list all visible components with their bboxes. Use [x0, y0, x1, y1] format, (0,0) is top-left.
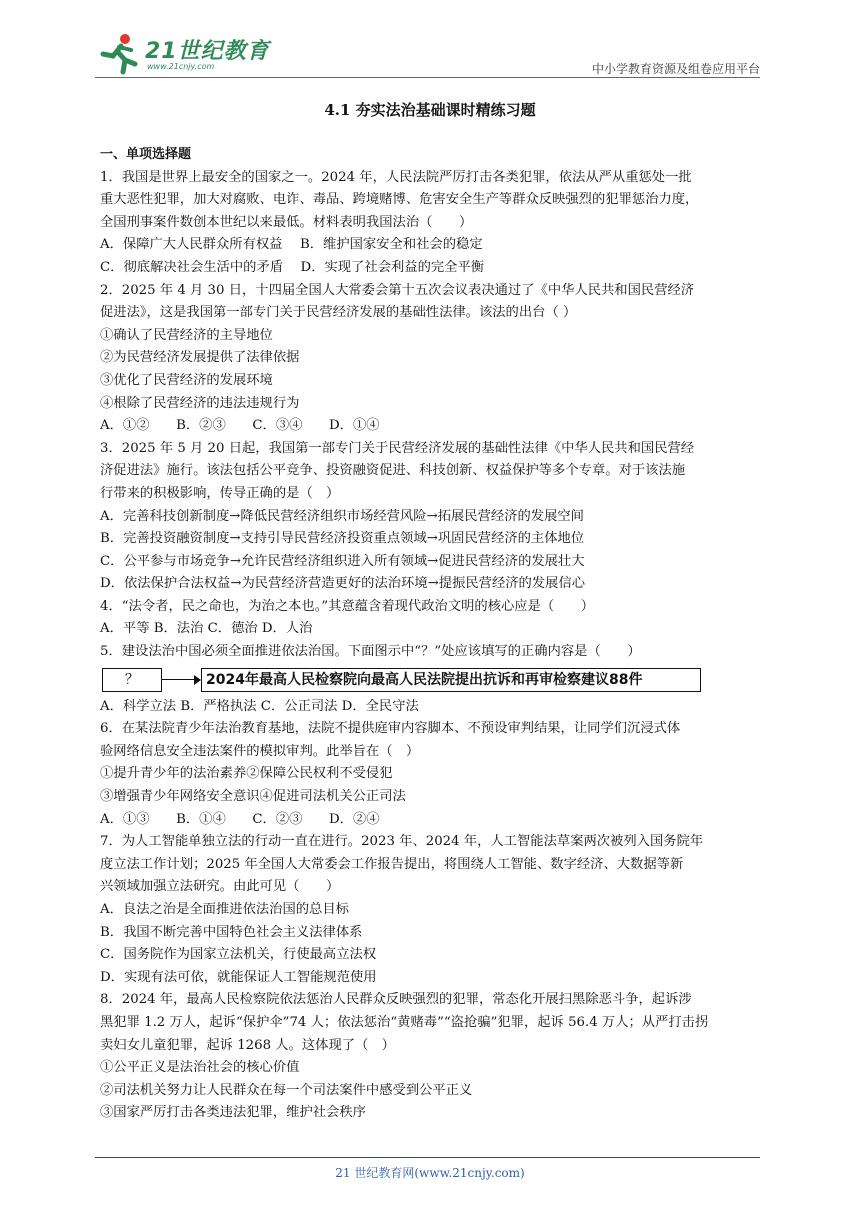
question-2-statement: ①确认了民营经济的主导地位: [100, 327, 273, 343]
question-7-option: C．国务院作为国家立法机关，行使最高立法权: [100, 947, 377, 963]
platform-name: 中小学教育资源及组卷应用平台: [591, 62, 760, 76]
question-6-options: A．①③ B．①④ C．②③ D．②④: [100, 811, 380, 827]
header-divider: [95, 77, 760, 78]
question-8-text: 卖妇女儿童犯罪，起诉 1268 人。这体现了（ ）: [100, 1037, 395, 1053]
question-2-text: 2．2025 年 4 月 30 日，十四届全国人大常委会第十五次会议表决通过了《中华人民共和国民营经济: [100, 282, 695, 298]
footer-divider: [95, 1157, 760, 1158]
question-2-options: A．①② B．②③ C．③④ D．①④: [100, 418, 380, 434]
question-1-text: 重大恶性犯罪，加大对腐败、电诈、毒品、跨境赌博、危害安全生产等群众反映强烈的犯罪惩治力度，: [100, 192, 699, 208]
question-1-text: 全国刑事案件数创本世纪以来最低。材料表明我国法治（ ）: [100, 214, 473, 230]
diagram-fact-box: 2024年最高人民检察院向最高人民法院提出抗诉和再审检察建议88件: [201, 668, 701, 692]
question-8-statement: ②司法机关努力让人民群众在每一个司法案件中感受到公平正义: [100, 1082, 473, 1098]
question-4-text: 4．“法令者，民之命也，为治之本也。”其意蕴含着现代政治文明的核心应是（ ）: [100, 598, 595, 614]
question-7-text: 兴领域加强立法研究。由此可见（ ）: [100, 879, 340, 895]
section-heading: 一、单项选择题: [100, 147, 192, 162]
question-3-text: 3．2025 年 5 月 20 日起，我国第一部专门关于民营经济发展的基础性法律《中华人民共和国民营经: [100, 440, 695, 456]
question-7-option: D．实现有法可依，就能保证人工智能规范使用: [100, 969, 377, 985]
question-5-text: 5．建设法治中国必须全面推进依法治国。下面图示中“？”处应该填写的正确内容是（ ）: [100, 644, 641, 660]
question-2-statement: ②为民营经济发展提供了法律依据: [100, 350, 300, 366]
question-3-option: A．完善科技创新制度→降低民营经济组织市场经营风险→拓展民营经济的发展空间: [100, 508, 584, 524]
arrow-right-icon: [194, 675, 201, 685]
question-3-text: 行带来的积极影响，传导正确的是（ ）: [100, 485, 340, 501]
page-title: 4.1 夯实法治基础课时精练习题: [324, 101, 536, 119]
footer-link[interactable]: 21 世纪教育网(www.21cnjy.com): [335, 1166, 525, 1180]
question-1-text: 1．我国是世界上最安全的国家之一。2024 年，人民法院严厉打击各类犯罪，依法从严从重惩处一批: [100, 169, 692, 185]
diagram-arrow-line: [162, 679, 196, 680]
question-3-text: 济促进法》施行。该法包括公平竞争、投资融资促进、科技创新、权益保护等多个专章。对于该法施: [100, 463, 686, 479]
question-8-text: 黑犯罪 1.2 万人，起诉“保护伞”74 人；依法惩治“黄赌毒”“盗抢骗”犯罪，起诉 56.4 万人；从严打击拐: [100, 1014, 709, 1030]
runner-logo-icon: [95, 30, 143, 78]
question-1-options: A．保障广大人民群众所有权益 B．维护国家安全和社会的稳定: [100, 237, 483, 253]
question-7-option: A．良法之治是全面推进依法治国的总目标: [100, 902, 349, 917]
question-body: [100, 144, 768, 1125]
question-2-text: 促进法》，这是我国第一部专门关于民营经济发展的基础性法律。该法的出台（ ）: [100, 305, 577, 321]
question-8-statement: ①公平正义是法治社会的核心价值: [100, 1060, 300, 1076]
page-header: [95, 30, 760, 80]
question-2-statement: ④根除了民营经济的违法违规行为: [100, 395, 300, 411]
question-2-statement: ③优化了民营经济的发展环境: [100, 372, 273, 388]
question-3-option: D．依法保护合法权益→为民营经济营造更好的法治环境→提振民营经济的发展信心: [100, 576, 586, 592]
logo-url: www.21cnjy.com: [147, 62, 215, 71]
question-7-text: 度立法工作计划；2025 年全国人大常委会工作报告提出，将围绕人工智能、数字经济、大数据等新: [100, 856, 684, 872]
question-7-option: B．我国不断完善中国特色社会主义法律体系: [100, 924, 363, 940]
question-4-options: A．平等 B．法治 C．德治 D．人治: [100, 621, 313, 637]
question-7-text: 7．为人工智能单独立法的行动一直在进行。2023 年、2024 年，人工智能法草案两次被列入国务院年: [100, 834, 704, 850]
question-5-diagram: [100, 664, 768, 696]
question-1-options: C．彻底解决社会生活中的矛盾 D．实现了社会利益的完全平衡: [100, 259, 485, 275]
question-3-option: C．公平参与市场竞争→允许民营经济组织进入所有领域→促进民营经济的发展壮大: [100, 553, 585, 569]
question-6-text: 验网络信息安全违法案件的模拟审判。此举旨在（ ）: [100, 743, 420, 759]
diagram-question-box: ？: [102, 668, 162, 692]
question-8-text: 8．2024 年，最高人民检察院依法惩治人民群众反映强烈的犯罪，常态化开展扫黑除恶斗争，起诉涉: [100, 992, 692, 1008]
question-6-statement: ③增强青少年网络安全意识④促进司法机关公正司法: [100, 789, 406, 805]
question-5-options: A．科学立法 B．严格执法 C．公正司法 D．全民守法: [100, 698, 419, 714]
question-6-text: 6．在某法院青少年法治教育基地，法院不提供庭审内容脚本、不预设审判结果，让同学们沉浸式体: [100, 721, 681, 737]
logo-text: 21世纪教育: [145, 39, 270, 64]
question-6-statement: ①提升青少年的法治素养②保障公民权利不受侵犯: [100, 766, 393, 782]
logo: [95, 30, 285, 78]
question-3-option: B．完善投资融资制度→支持引导民营经济投资重点领域→巩固民营经济的主体地位: [100, 531, 585, 547]
question-8-statement: ③国家严厉打击各类违法犯罪，维护社会秩序: [100, 1105, 366, 1121]
